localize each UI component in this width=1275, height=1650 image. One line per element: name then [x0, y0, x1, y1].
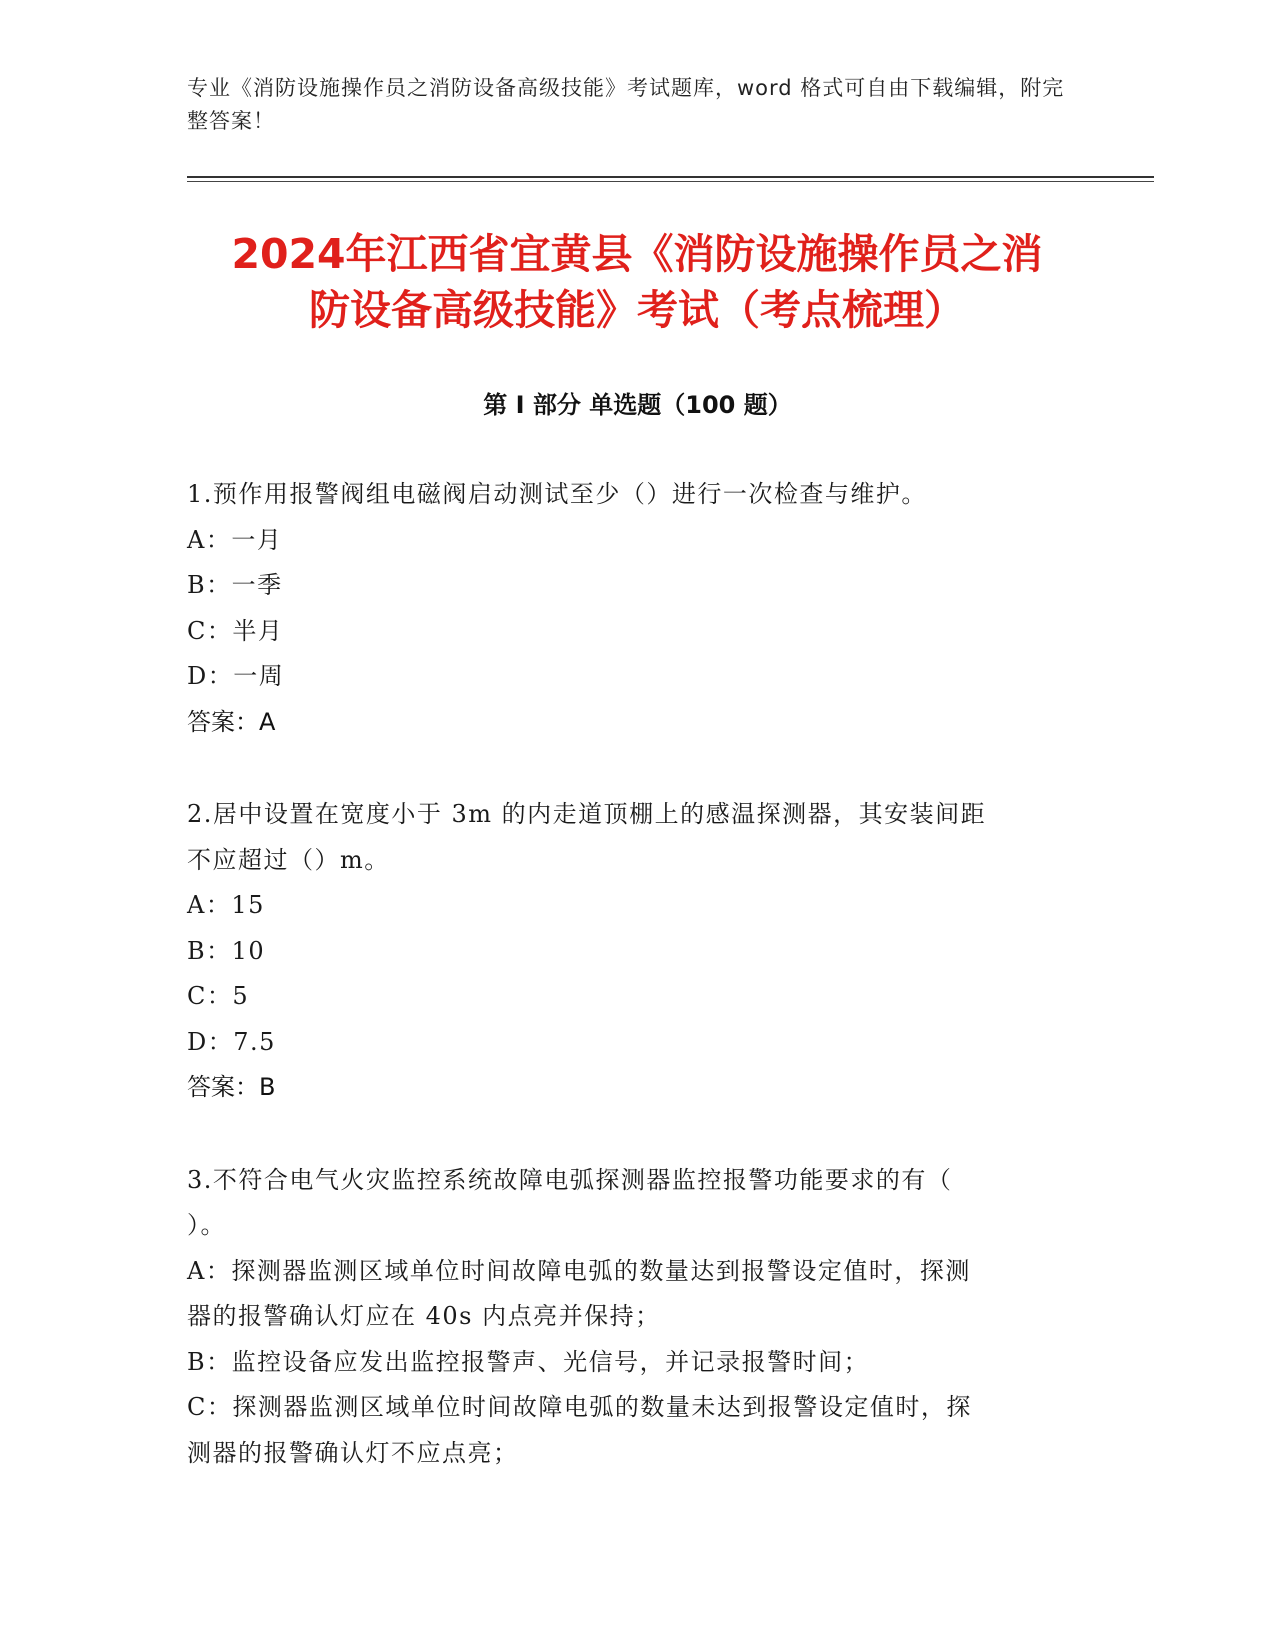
option-c: C：5 — [187, 982, 250, 1010]
option-b: B：10 — [187, 936, 266, 965]
document-title — [187, 226, 1087, 338]
option-a-line-1: A：探测器监测区域单位时间故障电弧的数量达到报警设定值时，探测 — [187, 1256, 971, 1285]
question-stem-line-2: 不应超过（）m。 — [187, 845, 390, 874]
option-a: A：15 — [187, 891, 265, 919]
document-title-line-2: 防设备高级技能》考试（考点梳理） — [309, 286, 965, 334]
question-stem-line-1: 2.居中设置在宽度小于 3m 的内走道顶棚上的感温探测器，其安装间距 — [187, 800, 987, 828]
option-b: B：监控设备应发出监控报警声、光信号，并记录报警时间； — [187, 1347, 870, 1376]
option-d: D：一周 — [187, 662, 285, 690]
answer: 答案：B — [187, 1073, 276, 1101]
question-3 — [187, 1158, 1067, 1477]
question-stem-line-1: 3.不符合电气火灾监控系统故障电弧探测器监控报警功能要求的有（ — [187, 1165, 953, 1194]
section-title: 第 I 部分 单选题（100 题） — [483, 391, 792, 419]
header-rule-thin — [187, 181, 1154, 182]
option-c-line-1: C：探测器监测区域单位时间故障电弧的数量未达到报警设定值时，探 — [187, 1393, 972, 1421]
question-stem-line-2: ）。 — [187, 1211, 226, 1239]
header-note: 专业《消防设施操作员之消防设备高级技能》考试题库，word 格式可自由下载编辑，附完整答案！ — [187, 76, 1065, 133]
option-d: D：7.5 — [187, 1027, 276, 1056]
question-list — [187, 472, 1067, 1523]
option-a-line-2: 器的报警确认灯应在 40s 内点亮并保持； — [187, 1302, 661, 1330]
question-stem: 1.预作用报警阀组电磁阀启动测试至少（）进行一次检查与维护。 — [187, 480, 927, 508]
option-b: B：一季 — [187, 571, 283, 599]
option-c-line-2: 测器的报警确认灯不应点亮； — [187, 1438, 519, 1467]
question-2 — [187, 792, 1067, 1111]
option-a: A：一月 — [187, 525, 283, 554]
answer: 答案：A — [187, 707, 276, 736]
header-rule-thick — [187, 176, 1154, 178]
option-c: C：半月 — [187, 616, 284, 645]
question-1 — [187, 472, 1067, 745]
document-title-line-1: 2024年江西省宜黄县《消防设施操作员之消 — [231, 230, 1043, 278]
